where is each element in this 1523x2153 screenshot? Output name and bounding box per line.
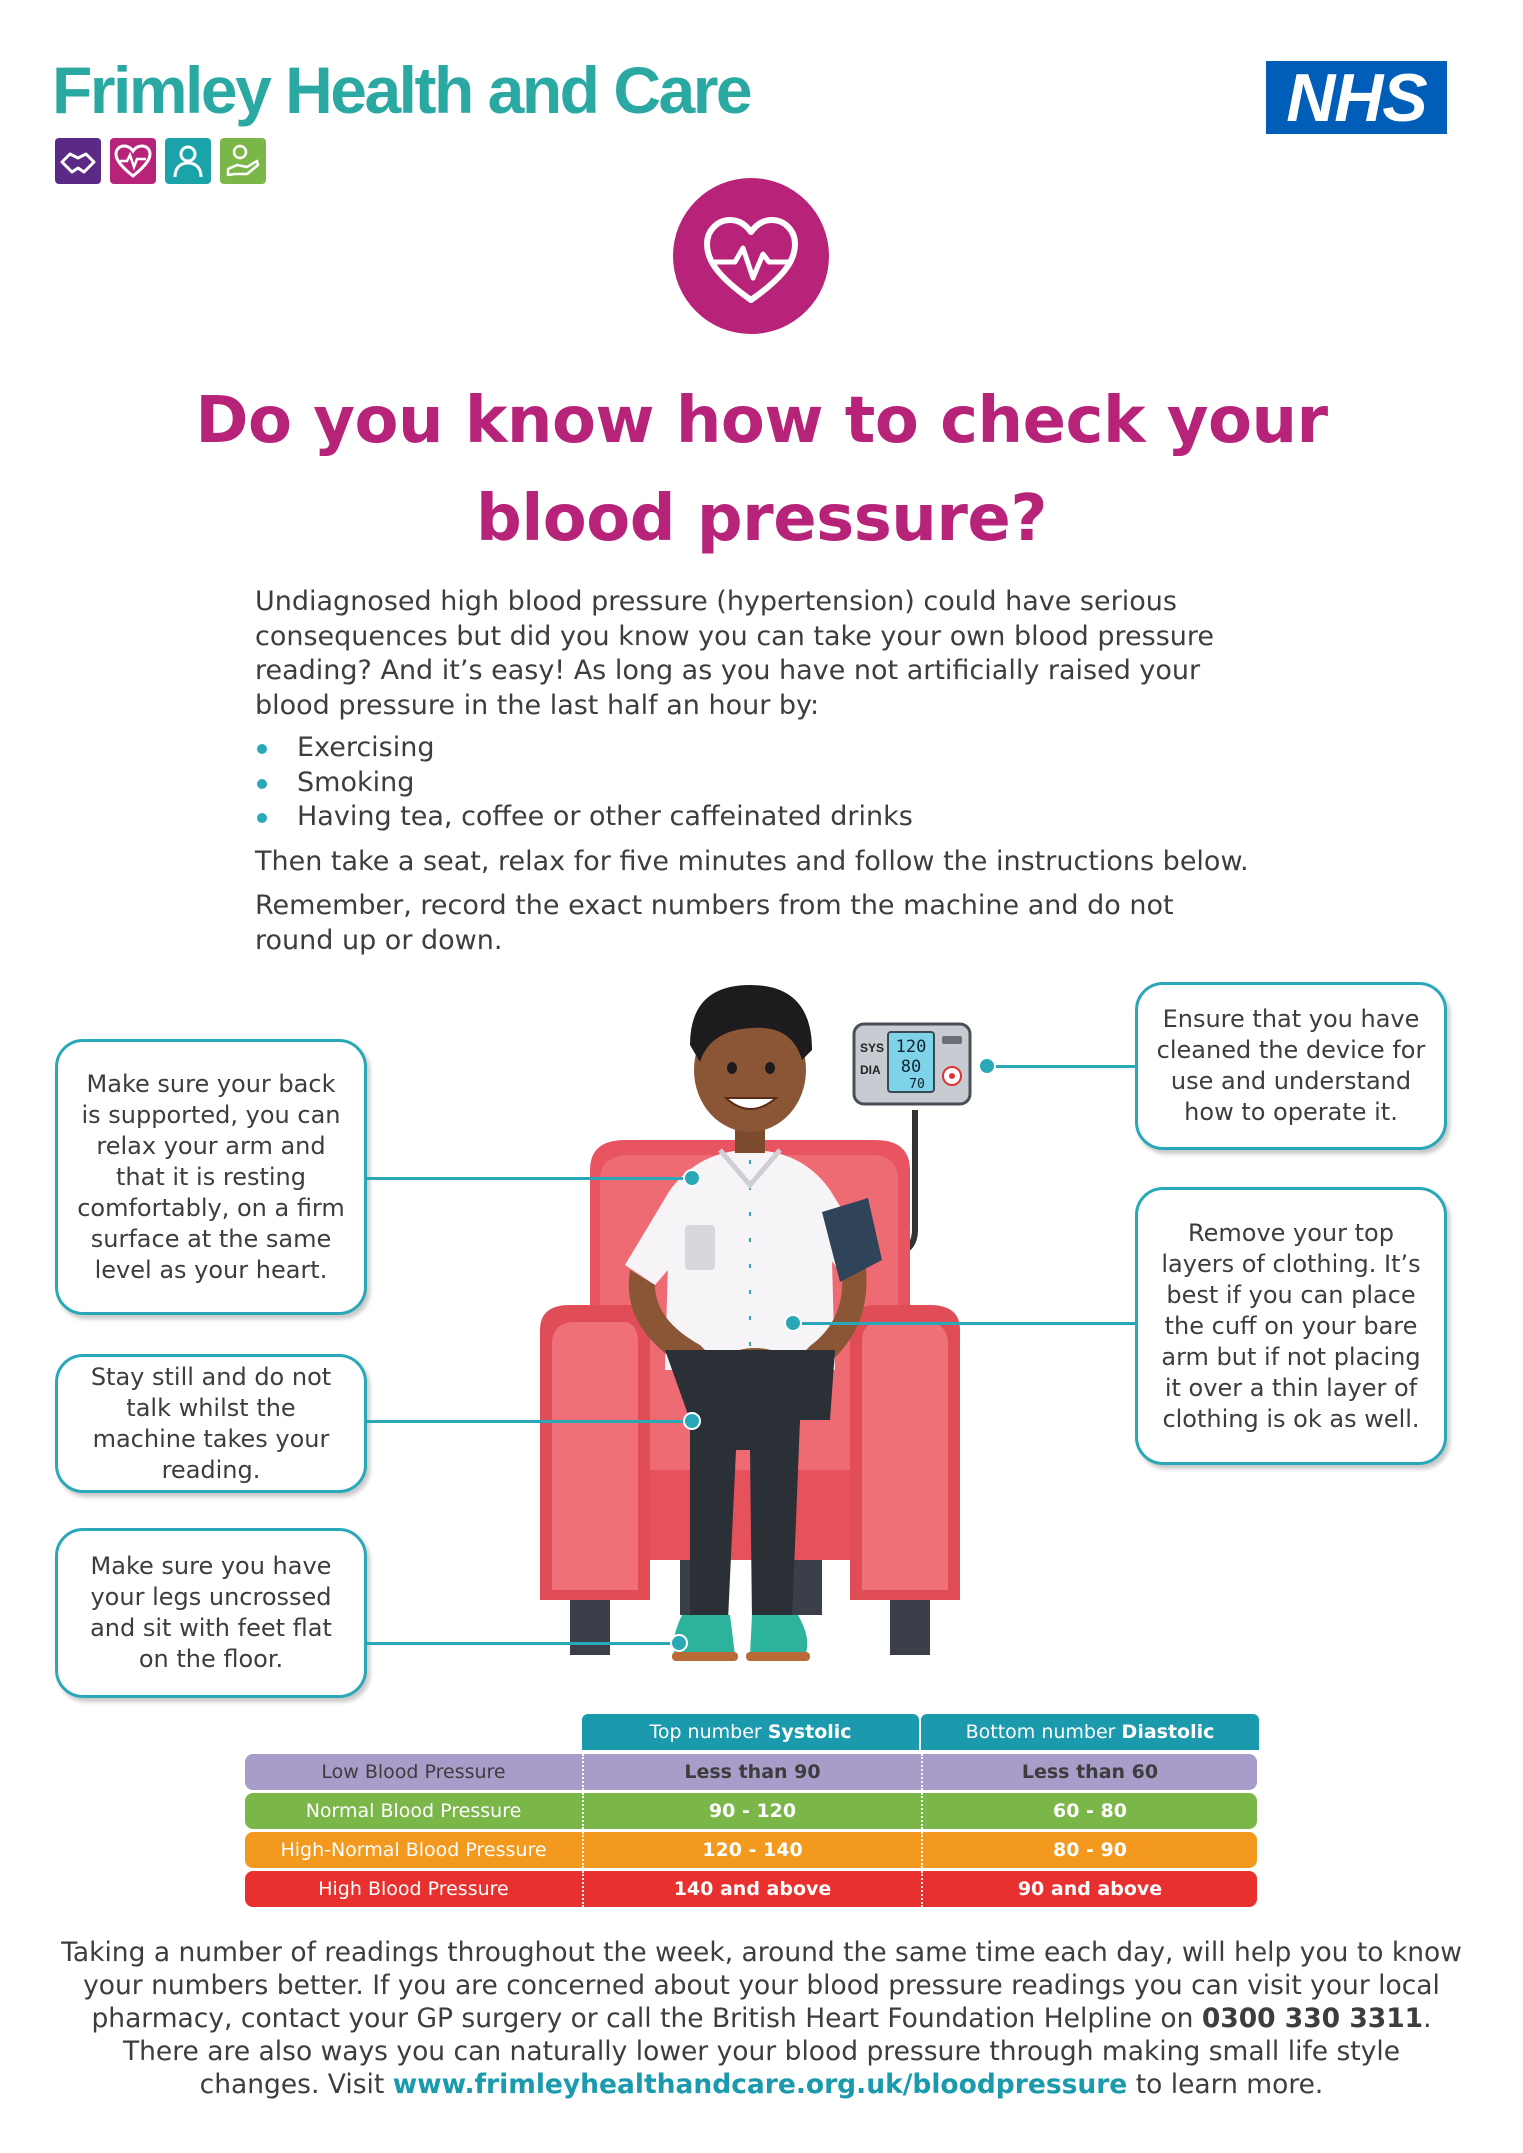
pulse-value: 70: [909, 1077, 925, 1092]
instruction-text: Then take a seat, relax for five minutes and follow the instructions below.: [255, 845, 1249, 877]
row-label: Normal Blood Pressure: [245, 1793, 582, 1829]
page-title-line-1: Do you know how to check your: [195, 384, 1328, 458]
dia-label: DIA: [860, 1063, 881, 1077]
intro-paragraph: Undiagnosed high blood pressure (hypertension) could have serious consequences but did you know you can take your own blood pressure reading? And it’s easy! As long as you have not artificially raised your blood pressure in the last half an hour by:: [255, 586, 1215, 721]
callout-leader-line: [367, 1642, 674, 1645]
heart-pulse-icon: [673, 178, 829, 334]
table-row: [245, 1832, 1257, 1868]
callout-clean-device: Ensure that you have cleaned the device for use and understand how to operate it.: [1135, 982, 1447, 1150]
bp-monitor-illustration: [852, 1022, 972, 1106]
callout-clothing: Remove your top layers of clothing. It’s best if you can place the cuff on your bare arm but if not placing it over a thin layer of clothing is ok as well.: [1135, 1187, 1447, 1465]
row-diastolic: 80 - 90: [921, 1832, 1257, 1868]
callout-dot: [978, 1057, 996, 1075]
table-row: [245, 1793, 1257, 1829]
org-name: Frimley Health and Care: [52, 53, 751, 127]
footer-text: Taking a number of readings throughout the week, around the same time each day, will help you to know your numbers better. If you are concerned about your blood pressure readings you can visit your local pharmacy, contact your GP surgery or call the British Heart Foundation Helpline on 0300 330 3311. There are also ways you can naturally lower your blood pressure through making small life style changes. Visit www.frimleyhealthandcare.org.uk/bloodpressure to learn more.: [61, 1937, 1462, 2100]
table-row: [245, 1754, 1257, 1790]
header-diastolic: Bottom number Diastolic: [921, 1714, 1259, 1750]
callout-stay-still: Stay still and do not talk whilst the machine takes your reading.: [55, 1354, 367, 1493]
row-label: Low Blood Pressure: [245, 1754, 582, 1790]
callout-back-support: Make sure your back is supported, you can relax your arm and that it is resting comfortably, on a firm surface at the same level as your heart.: [55, 1039, 367, 1315]
table-row: [245, 1871, 1257, 1907]
callout-leader-line: [988, 1065, 1135, 1068]
callout-dot: [683, 1412, 701, 1430]
reminder-text: Remember, record the exact numbers from the machine and do not round up or down.: [255, 890, 1174, 956]
row-systolic: Less than 90: [582, 1754, 921, 1790]
row-label: High-Normal Blood Pressure: [245, 1832, 582, 1868]
care-hand-icon: [220, 138, 266, 184]
helpline-number: 0300 330 3311: [1201, 2003, 1424, 2034]
clinician-icon: [165, 138, 211, 184]
row-systolic: 90 - 120: [582, 1793, 921, 1829]
callout-leader-line: [367, 1177, 687, 1180]
row-systolic: 120 - 140: [582, 1832, 921, 1868]
row-diastolic: Less than 60: [921, 1754, 1257, 1790]
row-systolic: 140 and above: [582, 1871, 921, 1907]
bloodpressure-link[interactable]: www.frimleyhealthandcare.org.uk/bloodpressure: [392, 2069, 1128, 2100]
org-icon-row: [55, 138, 266, 184]
callout-dot: [683, 1169, 701, 1187]
callout-legs-uncrossed: Make sure you have your legs uncrossed and sit with feet flat on the floor.: [55, 1528, 367, 1698]
list-item: Smoking: [255, 766, 1255, 801]
sys-value: 120: [895, 1037, 927, 1057]
intro-section: [255, 585, 1255, 958]
handshake-icon: [55, 138, 101, 184]
page-title-line-2: blood pressure?: [476, 482, 1047, 556]
list-item: Having tea, coffee or other caffeinated drinks: [255, 800, 1255, 835]
table-header-row: [245, 1714, 1259, 1750]
sys-label: SYS: [860, 1041, 885, 1055]
callout-dot: [784, 1314, 802, 1332]
nhs-logo: NHS: [1266, 61, 1447, 134]
row-diastolic: 90 and above: [921, 1871, 1257, 1907]
trigger-list: [255, 731, 1255, 835]
heart-pulse-icon: [110, 138, 156, 184]
callout-dot: [670, 1634, 688, 1652]
row-diastolic: 60 - 80: [921, 1793, 1257, 1829]
list-item: Exercising: [255, 731, 1255, 766]
dia-value: 80: [900, 1057, 922, 1077]
page-title: [80, 372, 1443, 568]
callout-leader-line: [793, 1322, 1135, 1325]
header-systolic: Top number Systolic: [582, 1714, 919, 1750]
row-label: High Blood Pressure: [245, 1871, 582, 1907]
callout-leader-line: [367, 1420, 687, 1423]
